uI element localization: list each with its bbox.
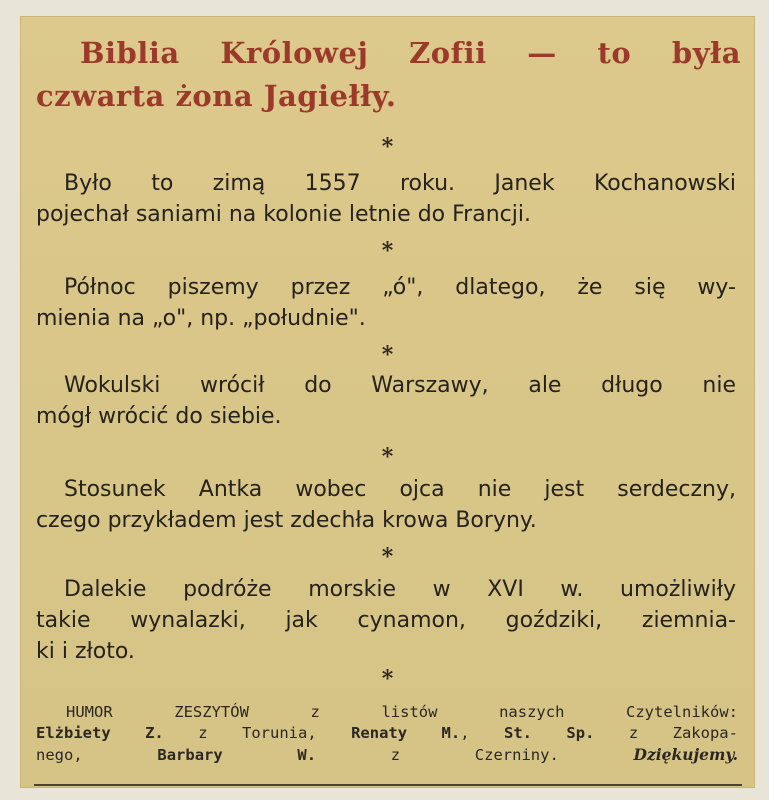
separator: * (381, 238, 394, 264)
credits-line-1: HUMOR ZESZYTÓW z listów naszych Czytelników: (66, 703, 738, 721)
bottom-rule (34, 784, 742, 786)
separator: * (381, 544, 394, 570)
headline-line-2: czwarta żona Jagiełły. (36, 79, 397, 113)
joke-5: Dalekie podróże morskie w XVI w. umożliwiły takie wynalazki, jak cynamon, goździki, ziemnia- ki i złoto. (36, 577, 736, 664)
credits-line-3: nego, Barbary W. z Czerniny. Dziękujemy. (36, 745, 738, 764)
clipping (20, 16, 755, 788)
separator: * (381, 134, 394, 160)
separator: * (381, 666, 394, 692)
credits-line-2: Elżbiety Z. z Torunia, Renaty M., St. Sp. z Zakopa- (36, 724, 738, 742)
separator: * (381, 444, 394, 470)
headline (36, 32, 741, 118)
credits (36, 702, 738, 766)
headline-line-1: Biblia Królowej Zofii — to była (80, 36, 741, 70)
thanks-text: Dziękujemy. (633, 745, 738, 764)
separator: * (381, 342, 394, 368)
joke-1: Było to zimą 1557 roku. Janek Kochanowski pojechał saniami na kolonie letnie do Francji. (36, 171, 736, 227)
joke-2: Północ piszemy przez „ó", dlatego, że się wy- mienia na „o", np. „południe". (36, 275, 736, 331)
joke-3: Wokulski wrócił do Warszawy, ale długo nie mógł wrócić do siebie. (36, 373, 736, 429)
joke-4: Stosunek Antka wobec ojca nie jest serdeczny, czego przykładem jest zdechła krowa Boryny. (36, 477, 736, 533)
